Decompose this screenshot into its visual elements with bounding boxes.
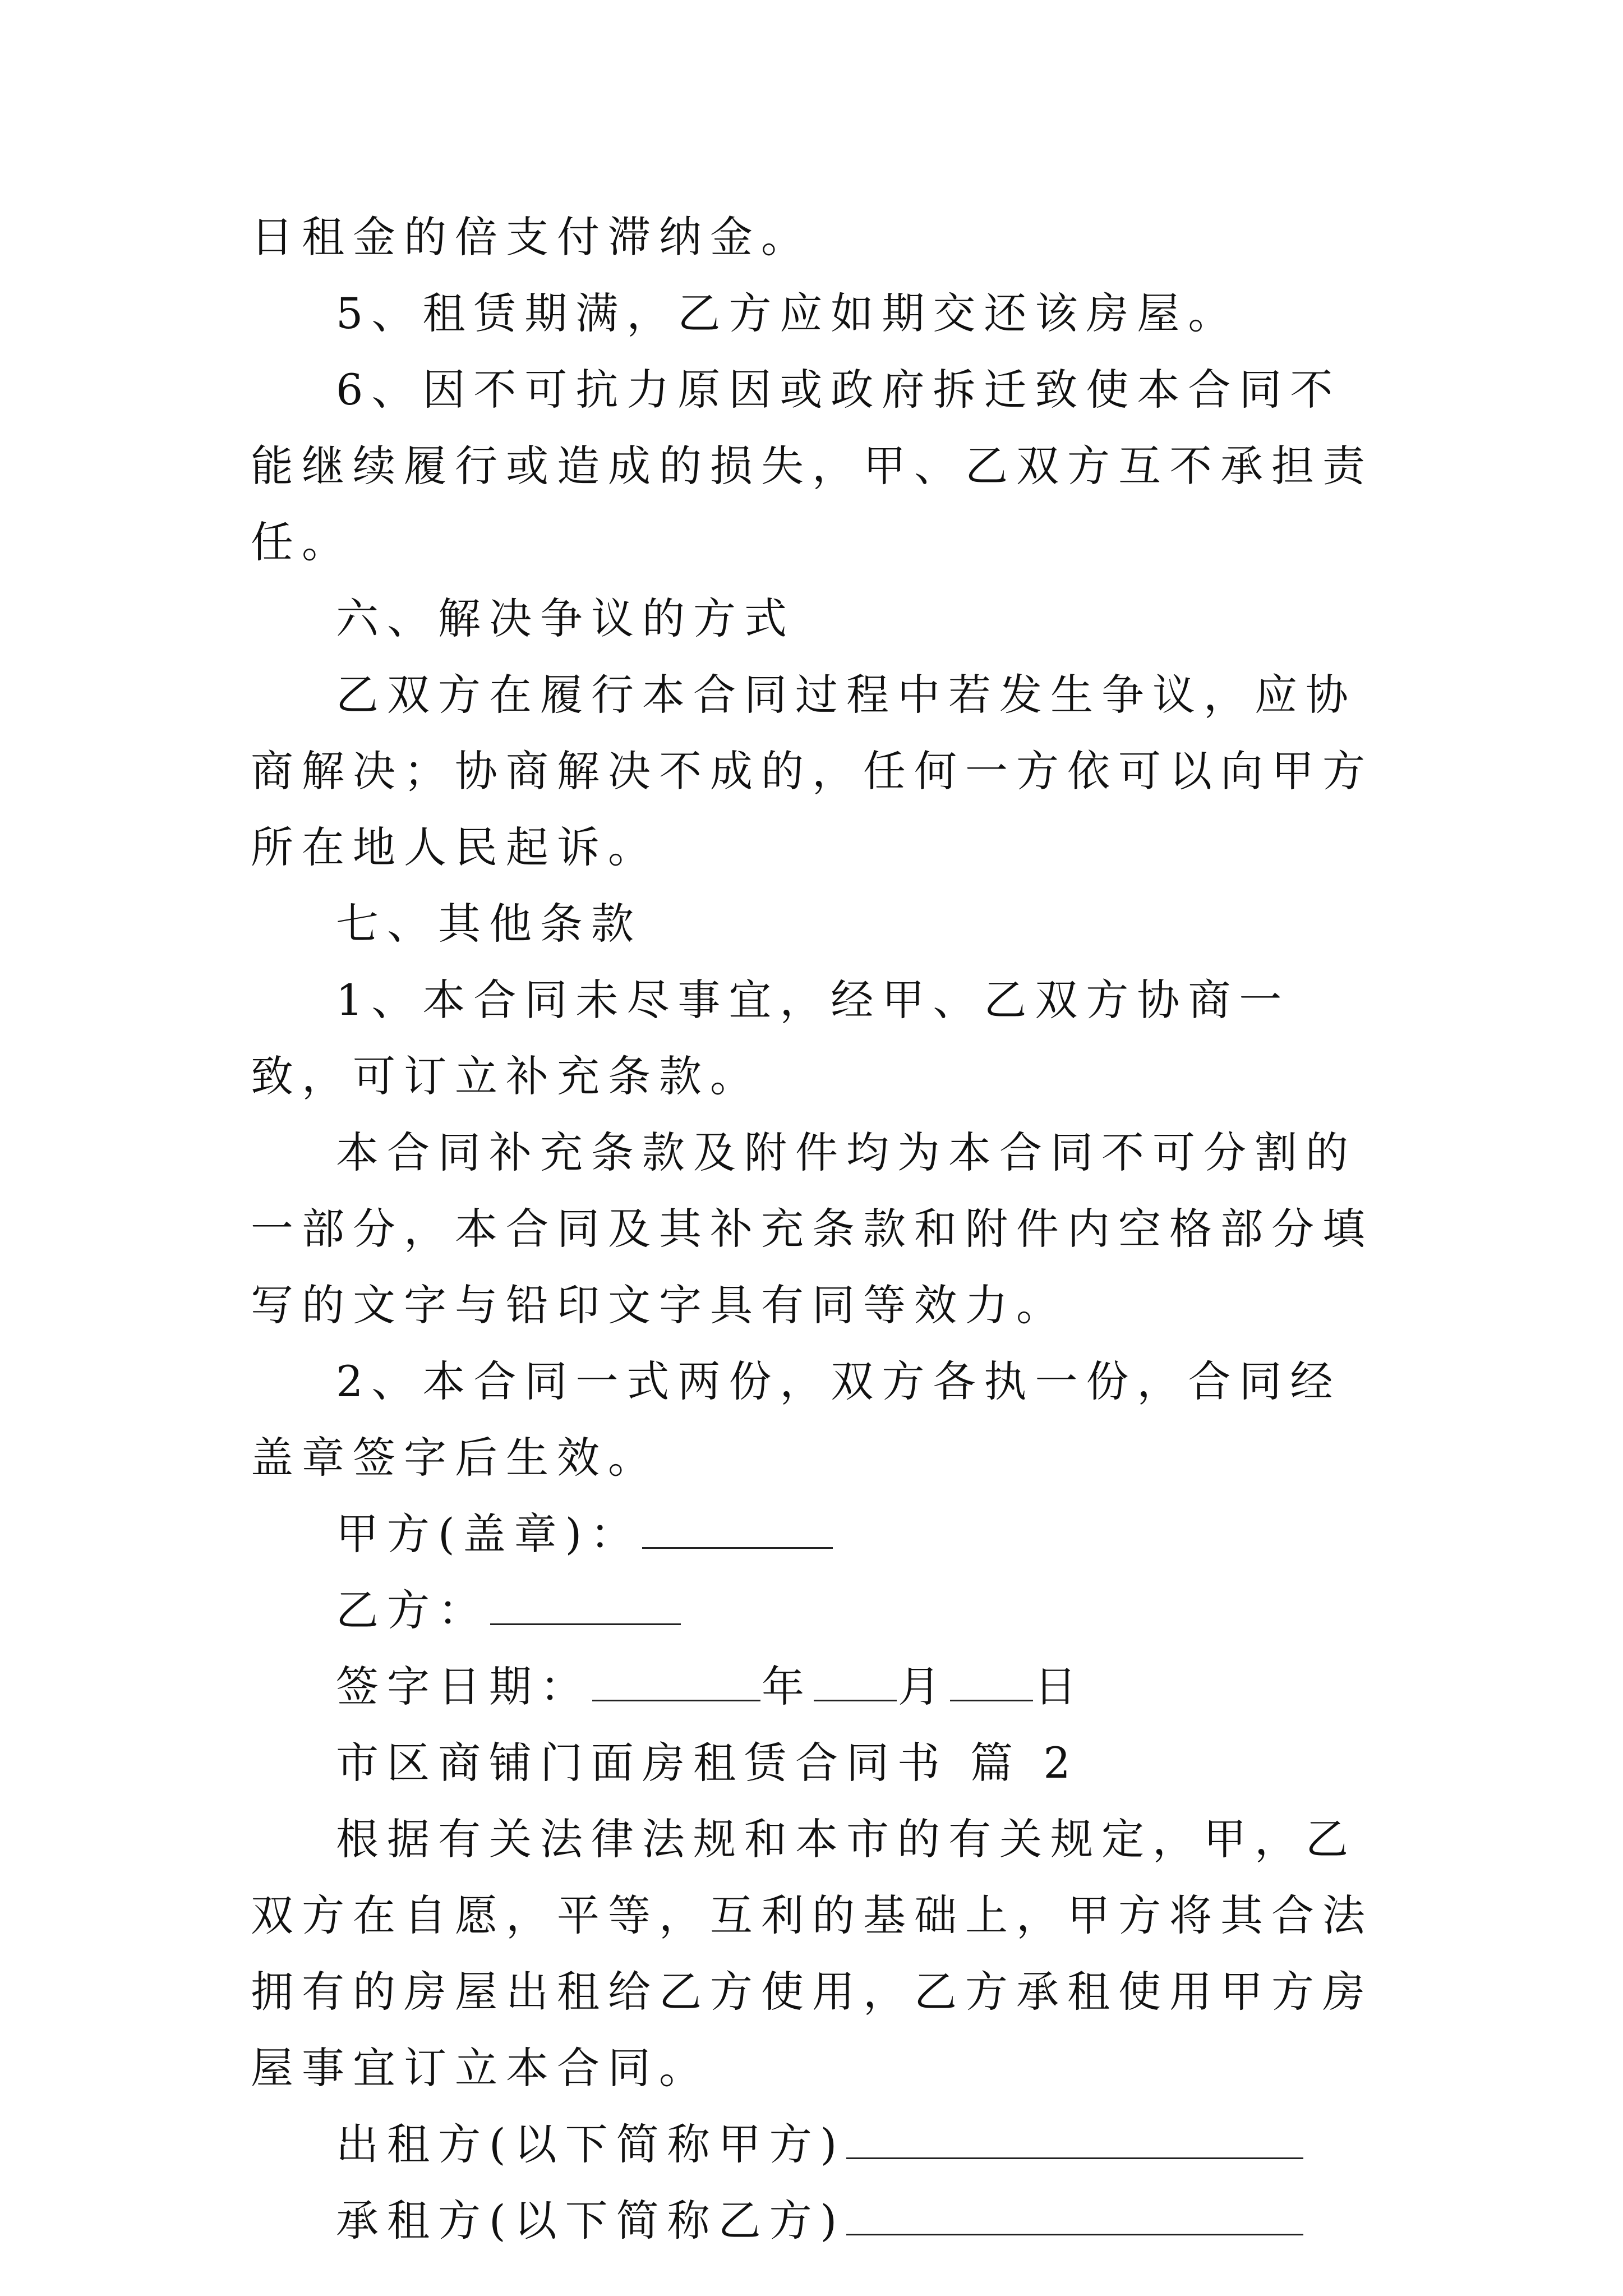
year-blank (592, 1666, 760, 1701)
month-label: 月 (898, 1662, 949, 1711)
section-heading-other-terms: 七、其他条款 (336, 899, 642, 949)
paragraph-late-fee: 日租金的倍支付滞纳金。 (251, 212, 812, 262)
day-blank (950, 1666, 1033, 1701)
party-a-blank (642, 1513, 833, 1549)
section-heading-dispute: 六、解决争议的方式 (336, 593, 795, 643)
signature-line-party-b (251, 1572, 1389, 1649)
year-label: 年 (762, 1662, 813, 1711)
document-body (251, 199, 1389, 2259)
day-label: 日 (1034, 1662, 1085, 1711)
paragraph-clause-5: 5、租赁期满，乙方应如期交还该房屋。 (336, 288, 1239, 338)
paragraph-other-terms-1: 1、本合同未尽事宜，经甲、乙双方协商一致，可订立补充条款。 (251, 975, 1290, 1101)
date-label: 签字日期： (336, 1662, 591, 1711)
lessee-blank (846, 2200, 1303, 2235)
party-b-blank (490, 1590, 681, 1625)
lessor-label: 出租方(以下简称甲方) (336, 2119, 846, 2169)
lessor-line (251, 2106, 1389, 2183)
signature-line-party-a (251, 1496, 1389, 1572)
lessee-label: 承租方(以下简称乙方) (336, 2196, 846, 2246)
paragraph-dispute-resolution: 乙双方在履行本合同过程中若发生争议，应协商解决；协商解决不成的，任何一方依可以向甲方所在地人民起诉。 (251, 670, 1373, 872)
lessee-line (251, 2183, 1389, 2259)
paragraph-supplement-validity: 本合同补充条款及附件均为本合同不可分割的一部分，本合同及其补充条款和附件内空格部分填写的文字与铅印文字具有同等效力。 (251, 1128, 1373, 1330)
lessor-blank (846, 2124, 1303, 2159)
section-2-intro: 根据有关法律法规和本市的有关规定，甲，乙双方在自愿，平等，互利的基础上，甲方将其合法拥有的房屋出租给乙方使用，乙方承租使用甲方房屋事宜订立本合同。 (251, 1814, 1373, 2093)
party-b-label: 乙方： (336, 1585, 489, 1635)
section-2-title: 市区商铺门面房租赁合同书 篇 2 (336, 1738, 1079, 1788)
paragraph-other-terms-2: 2、本合同一式两份，双方各执一份，合同经盖章签字后生效。 (251, 1356, 1341, 1483)
party-a-label: 甲方(盖章)： (336, 1509, 642, 1559)
signature-line-date (251, 1649, 1389, 1725)
paragraph-clause-6: 6、因不可抗力原因或政府拆迁致使本合同不能继续履行或造成的损失，甲、乙双方互不承担责任。 (251, 365, 1373, 567)
month-blank (814, 1666, 897, 1701)
